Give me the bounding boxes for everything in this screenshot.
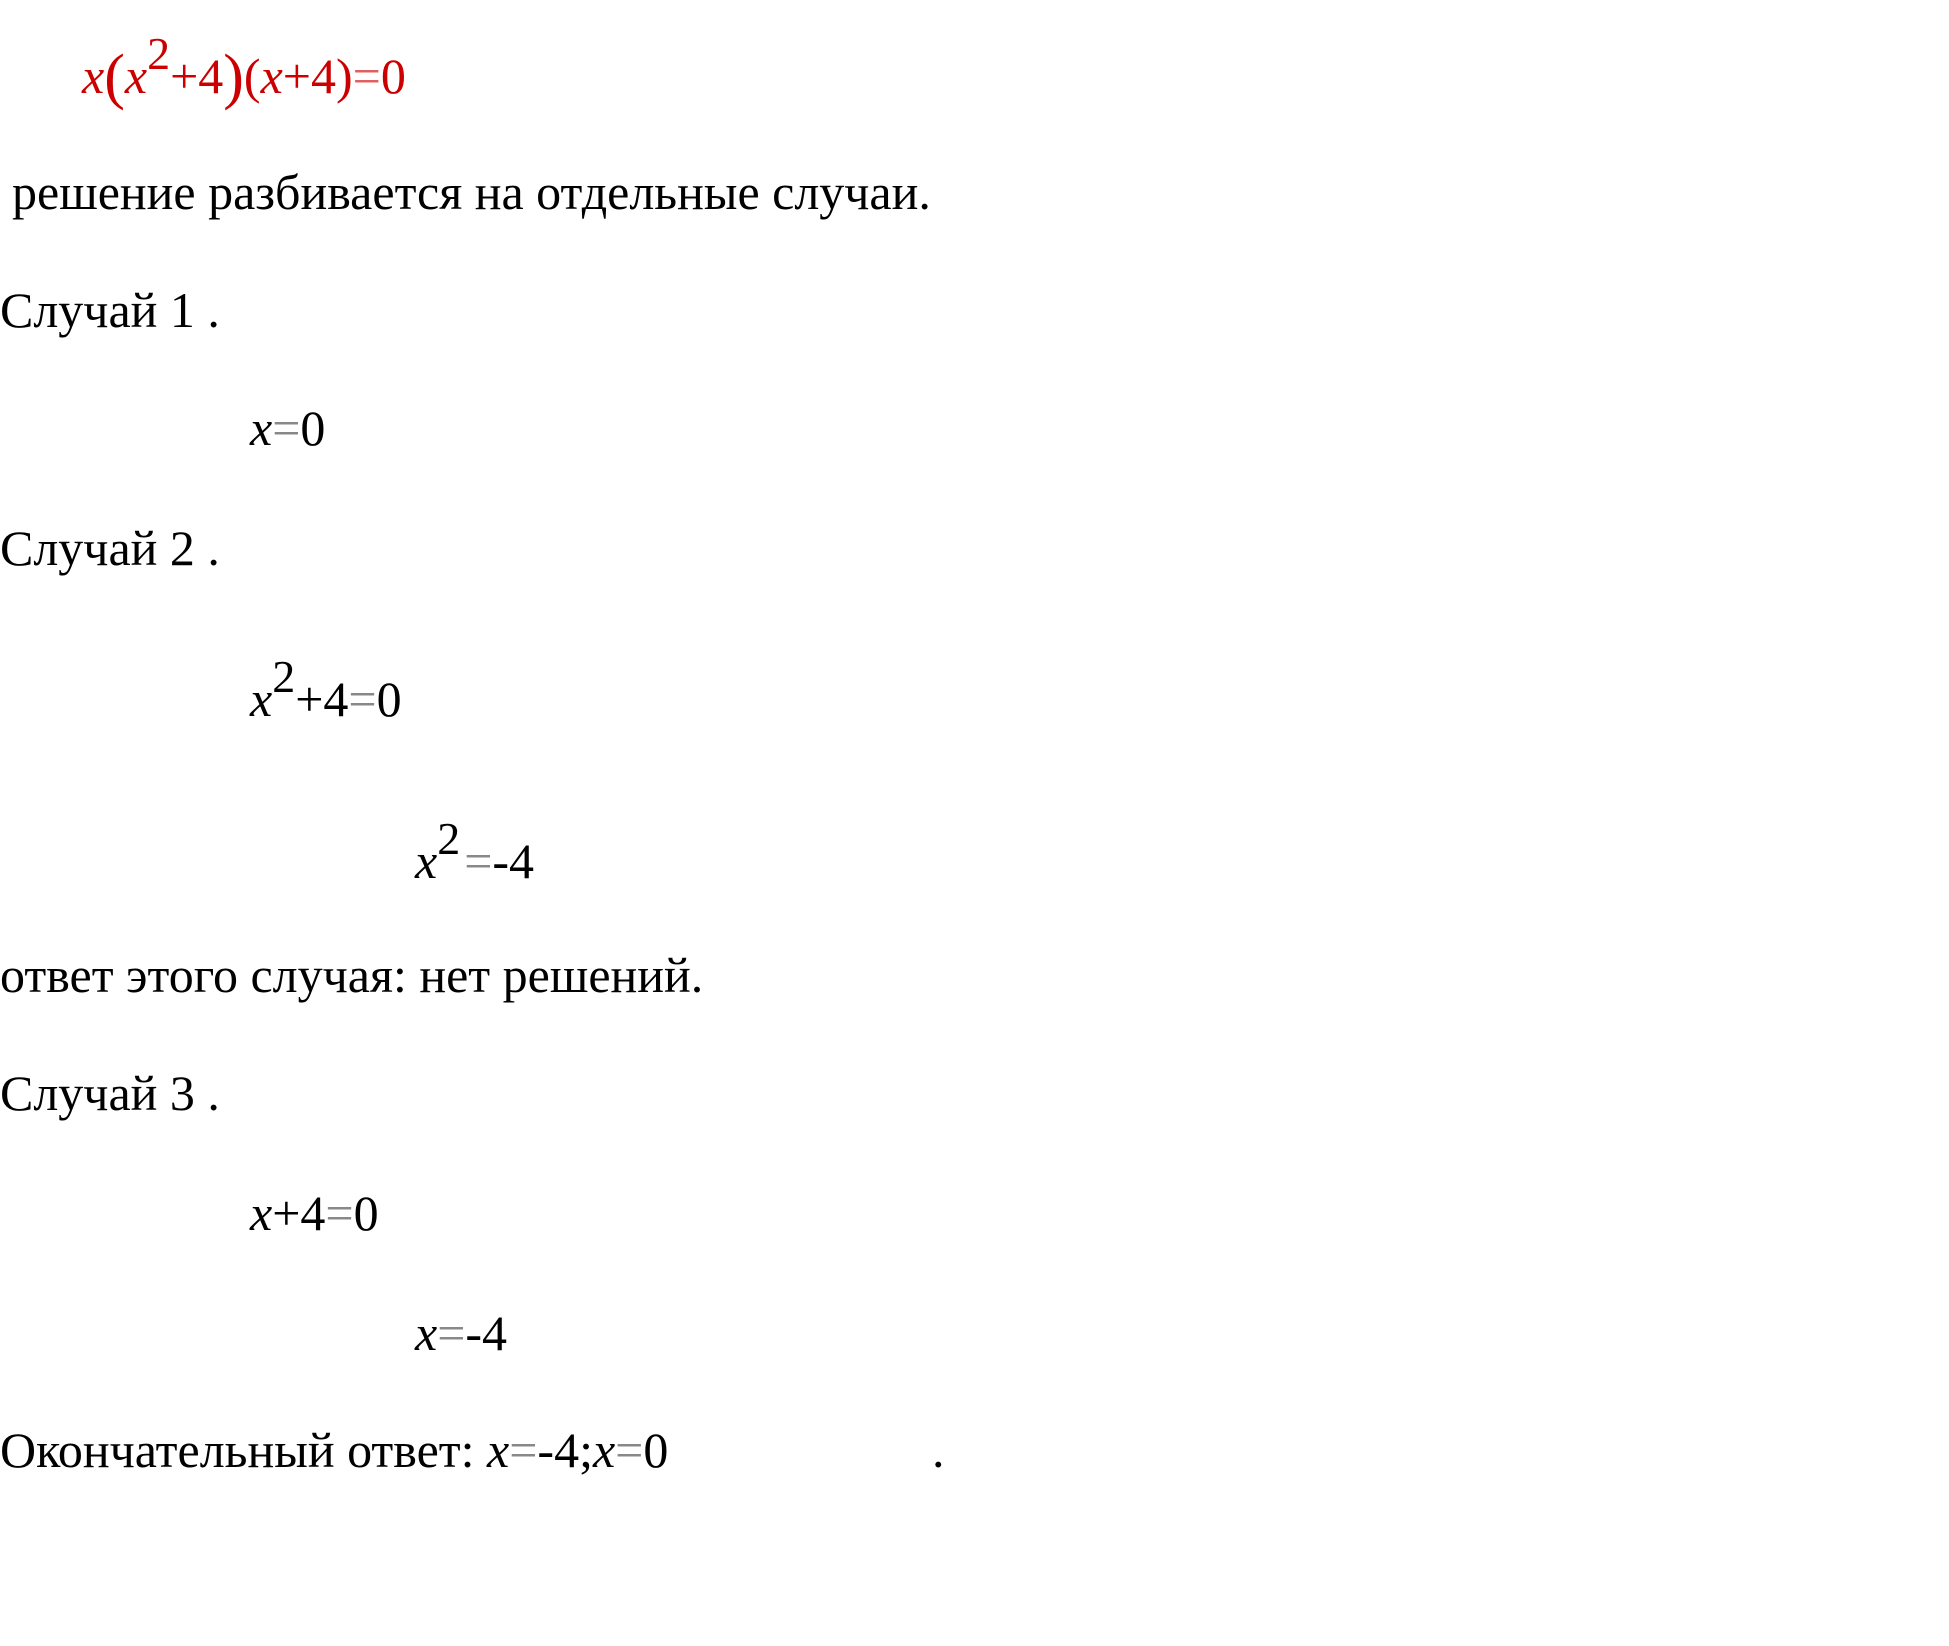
eq-x2: x [124,48,148,104]
case1-var: x [250,400,273,456]
case3-eq1-rhs: 0 [353,1185,379,1241]
case2-equation-1 [250,651,402,727]
case1-title: Случай 1 . [0,282,220,338]
eq-plus4-a: +4 [170,48,224,104]
eq-close-paren-1: ) [223,43,244,111]
final-var-1: x [487,1422,510,1478]
case1-equals: = [272,400,301,456]
case2-eq2-var: x [415,833,438,889]
final-var-2: x [592,1422,616,1478]
case3-eq2-rhs: -4 [465,1305,508,1361]
eq-open-paren-1: ( [104,43,125,111]
case2-eq1-exponent: 2 [272,651,296,702]
case3-eq2-var: x [415,1305,438,1361]
eq-plus4-b: +4 [282,48,336,104]
final-equals-2: = [615,1422,644,1478]
case2-eq1-rhs: 0 [376,671,402,727]
case2-eq1-equals: = [348,671,377,727]
main-equation [82,28,406,111]
eq-open-paren-2: ( [243,48,261,104]
case3-eq1-mid: +4 [272,1185,326,1241]
case2-answer: ответ этого случая: нет решений. [0,947,704,1003]
case3-equation-2 [415,1305,508,1361]
final-value-1: -4; [537,1422,593,1478]
final-equals-1: = [509,1422,538,1478]
eq-x3: x [260,48,283,104]
case3-title: Случай 3 . [0,1065,220,1121]
case2-eq1-var: x [250,671,273,727]
final-trailing-dot: . [932,1422,945,1478]
intro-text: решение разбивается на отдельные случаи. [12,164,931,220]
case2-eq1-mid: +4 [295,671,349,727]
case2-eq2-rhs: -4 [492,833,535,889]
final-value-2: 0 [643,1422,669,1478]
final-answer-label: Окончательный ответ: [0,1422,488,1478]
eq-close-paren-2: ) [335,48,353,104]
case2-eq2-exponent: 2 [437,813,461,864]
eq-x1: x [82,48,105,104]
case3-eq1-var: x [250,1185,273,1241]
case1-equation [250,400,326,456]
eq-zero: 0 [380,48,406,104]
case3-equation-1 [250,1185,379,1241]
eq-equals: = [352,48,381,104]
case3-eq2-equals: = [437,1305,466,1361]
case2-eq2-equals: = [464,833,493,889]
eq-exponent: 2 [147,28,171,79]
case1-rhs: 0 [300,400,326,456]
case2-title: Случай 2 . [0,520,220,576]
final-answer [0,1422,669,1478]
case2-equation-2 [415,813,535,889]
case3-eq1-equals: = [325,1185,354,1241]
